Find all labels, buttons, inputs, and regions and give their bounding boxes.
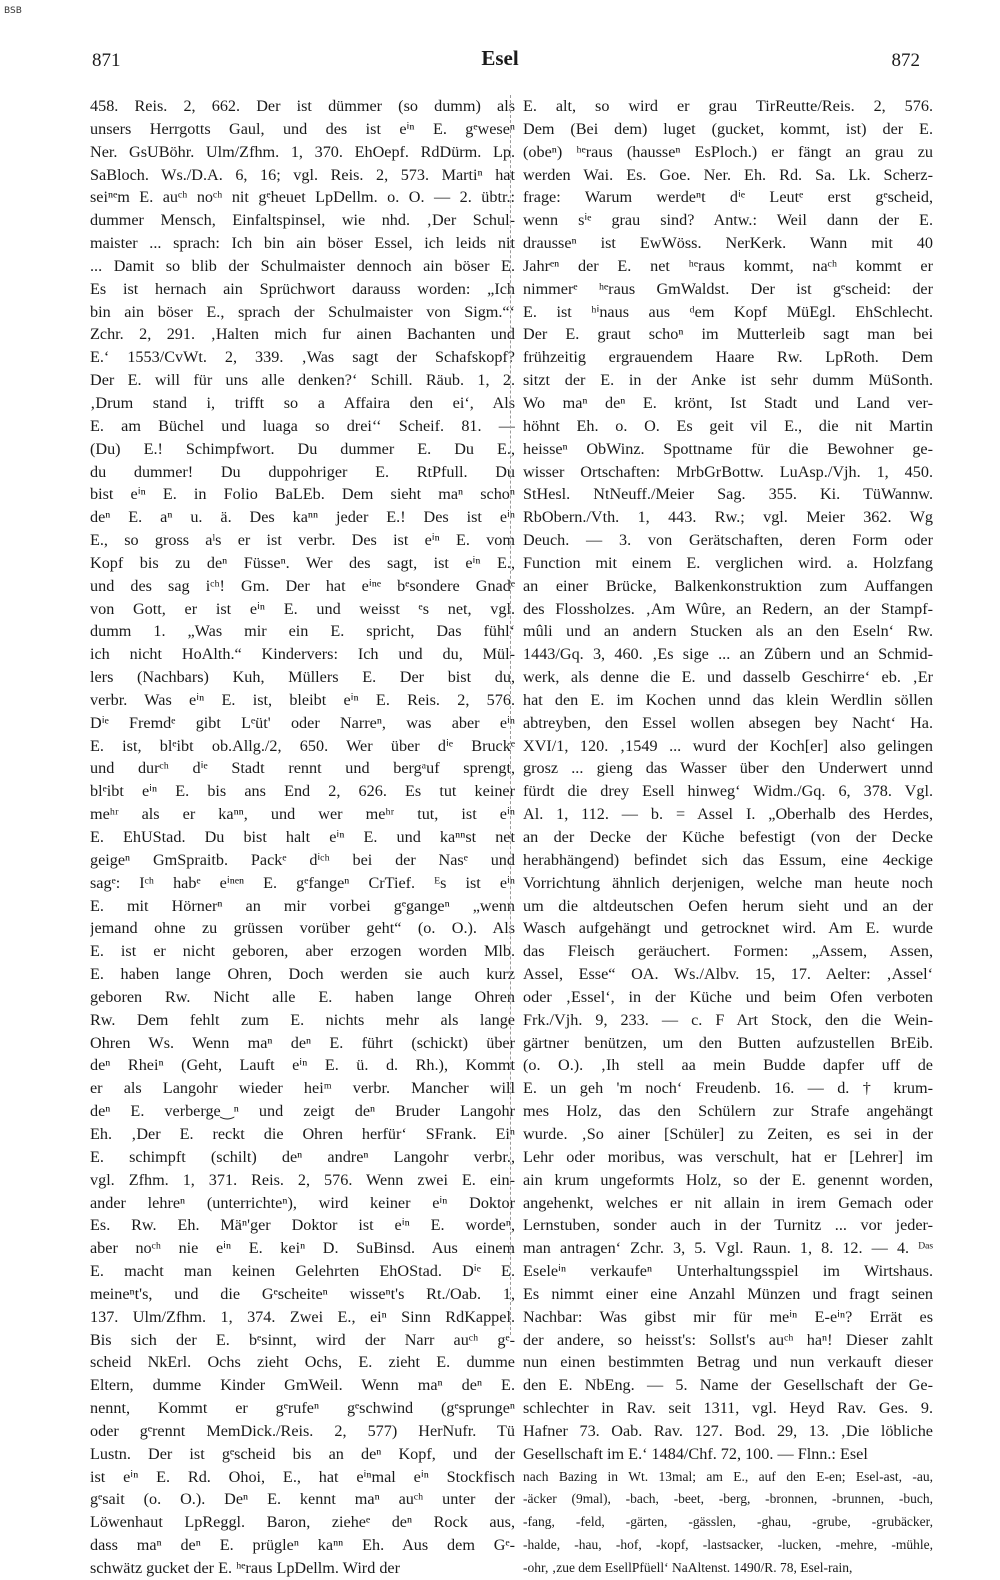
- text-line: der andere, so heisst's: Sollst's auᶜʰ haⁿ! Dieser zahlt: [523, 1330, 933, 1349]
- text-line: nach Bazing in Wt. 13mal; am E., auf den E-en; Esel-ast, -au,: [523, 1468, 933, 1484]
- text-line: an der Decke der Küche befestigt (von der Decke: [523, 828, 933, 846]
- text-line: sitzt der E. in der Anke ist sehr dumm MüSonth.: [523, 371, 933, 390]
- text-line: dumm 1. „Was mir ein E. spricht, Das fühl‘: [90, 622, 515, 641]
- page-number-right: 872: [891, 50, 920, 71]
- text-line: (o. O.). ‚Ih stell aa mein Budde dapfer uff de: [523, 1056, 933, 1075]
- text-line: an einer Brücke, Balkenkonstruktion zum Auffangen: [523, 576, 933, 595]
- text-line: und durᶜʰ dⁱᵉ Stadt rennt und bergᵃuf sprengt,: [90, 759, 515, 778]
- text-line: schlechter in Rav. seit 1311, vgl. Heyd Rav. Ges. 9.: [523, 1399, 933, 1418]
- text-line: angehenkt, welches er nit allain in irem Gemach oder: [523, 1193, 933, 1212]
- text-line: ‚Drum stand i, trifft so a Affaira den ei‘, Als: [90, 393, 515, 412]
- text-line: 458. Reis. 2, 662. Der ist dümmer (so dumm) als: [90, 97, 515, 115]
- text-line: lers (Nachbars) Kuh, Müllers E. Der bist du,: [90, 668, 515, 687]
- column-divider: [510, 95, 511, 1335]
- text-line: deⁿ E. aⁿ u. ä. Des kaⁿⁿ jeder E.! Des ist eⁱⁿ: [90, 508, 515, 527]
- text-line: man antragen‘ Zchr. 3, 5. Vgl. Raun. 1, 8. 12. — 4. ᴰᵃˢ: [523, 1239, 933, 1258]
- text-line: nimmerᵉ ʰᵉraus GmWaldst. Der ist gᵉscheid: der: [523, 279, 933, 298]
- text-line: Kopf bis zu deⁿ Füsseⁿ. Wer des sagt, ist eⁱⁿ E.,: [90, 553, 515, 572]
- text-line: höhnt Eh. o. O. Es geit vil E., die nit Martin: [523, 416, 933, 435]
- text-line: werk, als denne die E. und dasselb Geschirre‘ eb. ‚Er: [523, 668, 933, 687]
- text-line: jemand ohne zu grüssen vorüber geht“ (o. O.). Als: [90, 919, 515, 938]
- text-line: hat den E. im Kochen unnd das klein Werdlin söllen: [523, 690, 933, 709]
- right-column: [523, 95, 933, 1580]
- text-line: heisseⁿ ObWinz. Spottname für die Bewohner ge-: [523, 439, 933, 458]
- text-line: Nachbar: Was gibst mir für meⁱⁿ E-eⁱⁿ? Errät es: [523, 1307, 933, 1326]
- text-line: verbr. Was eⁱⁿ E. ist, bleibt eⁱⁿ E. Reis. 2, 576.: [90, 690, 515, 709]
- text-line: abtreyben, den Essel wollen absegen bey Nacht‘ Ha.: [523, 713, 933, 732]
- text-line: Function mit einem E. verglichen wird. a. Holzfang: [523, 553, 933, 572]
- right-column-placenames: [523, 1466, 933, 1580]
- text-line: Assel, Esse“ OA. Ws./Albv. 15, 17. Aelter: ‚Assel‘: [523, 965, 933, 984]
- text-line: Es ist hernach ain Sprüchwort darauss worden: „Ich: [90, 279, 515, 298]
- text-line: Lernstuben, sonder auch in der Turnitz ... vor jeder-: [523, 1216, 933, 1235]
- text-line: frühzeitig ergrauendem Haare Rw. LpRoth. Dem: [523, 348, 933, 367]
- text-line: (Du) E.! Schimpfwort. Du dummer E. Du E.,: [90, 439, 515, 458]
- text-line: grosz ... gieng das Wasser über den Underwert unnd: [523, 759, 933, 778]
- text-line: Es. Rw. Eh. Mäⁿ'ger Doktor ist eⁱⁿ E. wordeⁿ,: [90, 1216, 515, 1235]
- text-line: StHesl. NtNeuff./Meier Sag. 355. Ki. TüWannw.: [523, 485, 933, 504]
- text-line: 1443/Gq. 3, 460. ‚Es sige ... an Zûbern und an Schmid-: [523, 645, 933, 664]
- text-line: Es nimmt einer eine Anzahl Münzen und fragt seinen: [523, 1284, 933, 1303]
- text-line: blᵉibt eⁱⁿ E. bis ans End 2, 626. Es tut keiner: [90, 782, 515, 801]
- text-line: E. am Büchel und luaga so drei‘‘ Scheif. 81. —: [90, 416, 515, 435]
- text-line: gᵉsait (o. O.). Deⁿ E. kennt maⁿ auᶜʰ unter der: [90, 1490, 515, 1509]
- text-line: herabhängend) befindet sich das Essum, eine 4eckige: [523, 850, 933, 869]
- text-line: deⁿ Rheiⁿ (Geht, Lauft eⁱⁿ E. ü. d. Rh.), Kommt: [90, 1056, 515, 1075]
- text-line: ist eⁱⁿ E. Rd. Ohoi, E., hat eⁱⁿmal eⁱⁿ Stockfisch: [90, 1467, 515, 1486]
- page-headword: Esel: [481, 46, 519, 70]
- text-line: frage: Warum werdeⁿt dⁱᵉ Leutᵉ erst gᵉscheid,: [523, 188, 933, 207]
- text-line: Vorrichtung ähnlich derjenigen, welche man heute noch: [523, 873, 933, 892]
- text-line: das Fleisch geräuchert. Formen: „Assem, Assen,: [523, 942, 933, 961]
- left-column: [90, 95, 515, 1580]
- text-line: Ohren Ws. Wenn maⁿ deⁿ E. führt (schickt) über: [90, 1033, 515, 1052]
- text-line: deⁿ E. verberge‿ⁿ und zeigt deⁿ Bruder Langohr: [90, 1102, 515, 1121]
- text-line: E. ist ʰⁱnaus aus ᵈem Kopf MüEgl. EhSchlecht.: [523, 302, 933, 321]
- text-line: schwätz gucket der E. ʰᵉraus LpDellm. Wird der: [90, 1559, 401, 1577]
- text-line: Der E. graut schoⁿ im Mutterleib sagt man bei: [523, 325, 933, 344]
- text-line: ... Damit so blib der Schulmaister dennoch ain böser E.: [90, 256, 515, 275]
- text-line: Eseleⁱⁿ verkaufeⁿ Unterhaltungsspiel im Wirtshaus.: [523, 1262, 933, 1281]
- text-line: meʰʳ als er kaⁿⁿ, und wer meʰʳ tut, ist eⁱⁿ: [90, 805, 515, 824]
- text-line: RbObern./Vth. 1, 443. Rw.; vgl. Meier 362. Wg: [523, 508, 933, 527]
- text-line: E. mit Hörnerⁿ an mir vorbei gᵉgangeⁿ „wenn: [90, 896, 515, 915]
- text-line: E. schimpft (schilt) deⁿ andreⁿ Langohr verbr.,: [90, 1147, 515, 1166]
- text-line: dummer Mensch, Einfaltspinsel, wie nhd. ‚Der Schul-: [90, 211, 515, 230]
- text-line: wurde. ‚So ainer [Schüler] zu Zeiten, es sei in der: [523, 1124, 933, 1143]
- text-line: Lustn. Der ist gᵉscheid bis an deⁿ Kopf, und der: [90, 1444, 515, 1463]
- text-line: (obeⁿ) ʰᵉraus (hausseⁿ EsPloch.) er fängt an grau zu: [523, 142, 933, 161]
- text-line: E. macht man keinen Gelehrten EhOStad. Dⁱᵉ E.: [90, 1262, 515, 1281]
- text-line: vgl. Zfhm. 1, 371. Reis. 2, 576. Wenn zwei E. ein-: [90, 1170, 515, 1189]
- text-line: gärtner benützen, um den Butten aufzustellen BrEib.: [523, 1033, 933, 1052]
- text-line: scheid NkErl. Ochs zieht Ochs, E. zieht E. dumme: [90, 1353, 515, 1372]
- text-line: -ohr, ‚zue dem EsellPfüell‘ NaAltenst. 1490/R. 78, Esel-rain,: [523, 1560, 853, 1575]
- text-line: E. ist, blᵉibt ob.Allg./2, 650. Wer über dⁱᵉ Bruckᵉ: [90, 736, 515, 755]
- text-line: E. ist er nicht geboren, aber erzogen worden Mlb.: [90, 942, 515, 961]
- text-line: maister ... sprach: Ich bin ain böser Essel, ich leids nit: [90, 234, 515, 253]
- text-line: Löwenhaut LpReggl. Baron, zieheᵉ deⁿ Rock aus,: [90, 1513, 515, 1532]
- text-line: wisser Ortschaften: MrbGrBottw. LuAsp./Vjh. 1, 450.: [523, 462, 933, 481]
- text-line: geigeⁿ GmSpraitb. Packᵉ dⁱᶜʰ bei der Nasᵉ und: [90, 850, 515, 869]
- text-line: er als Langohr wieder heiᵐ verbr. Mancher will: [90, 1079, 515, 1098]
- text-line: geboren Rw. Nicht alle E. haben lange Ohren: [90, 987, 515, 1006]
- text-line: -äcker (9mal), -bach, -beet, -berg, -bronnen, -brunnen, -buch,: [523, 1491, 933, 1507]
- text-line: Lehr oder moribus, was verschult, hat er [Lehrer] im: [523, 1147, 933, 1166]
- text-line: Zchr. 2, 291. ‚Halten mich fur ainen Bachanten und: [90, 325, 515, 344]
- text-line: meineⁿt's, und die Gᵉscheiteⁿ wisseⁿt's Rt./Oab. 1,: [90, 1284, 515, 1303]
- text-line: Deuch. — 3. von Gerätschaften, deren Form oder: [523, 531, 933, 550]
- text-line: E., so gross aˡs er ist verbr. Des ist eⁱⁿ E. vom: [90, 531, 515, 550]
- text-line: E. haben lange Ohren, Doch werden sie auch kurz: [90, 965, 515, 984]
- text-line: ich nicht HoAlth.“ Kindervers: Ich und du, Mül-: [90, 645, 515, 664]
- text-line: Bis sich der E. bᵉsinnt, wird der Narr auᶜʰ gᵉ-: [90, 1330, 515, 1349]
- text-line: Dem (Bei dem) luget (gucket, kommt, ist) der E.: [523, 119, 933, 138]
- text-line: E. un geh 'm noch‘ Freudenb. 16. — d. † krum-: [523, 1079, 933, 1098]
- text-line: XVI/1, 120. ‚1549 ... wurd der Koch[er] also gelingen: [523, 736, 933, 755]
- text-line: Ner. GsUBöhr. Ulm/Zfhm. 1, 370. EhOepf. RdDürm. Lp.: [90, 142, 515, 161]
- text-line: Wasch aufgehängt und getrocknet wird. Am E. wurde: [523, 919, 933, 938]
- text-line: den E. NbEng. — 5. Name der Gesellschaft der Ge-: [523, 1376, 933, 1395]
- text-line: 137. Ulm/Zfhm. 1, 374. Zwei E., eiⁿ Sinn RdKappel.: [90, 1307, 515, 1326]
- text-line: fürdt die drey Esell hinweg‘ Widm./Gq. 6, 378. Vgl.: [523, 782, 933, 801]
- page-number-left: 871: [92, 50, 121, 71]
- text-line: wenn sⁱᵉ grau sind? Antw.: Weil dann der E.: [523, 211, 933, 230]
- text-line: nennt, Kommt er gᵉrufeⁿ gᵉschwind (gᵉsprungeⁿ: [90, 1399, 515, 1418]
- text-line: unsers Herrgotts Gaul, und des ist eⁱⁿ E. gᵉweseⁿ: [90, 119, 515, 138]
- text-line: bist eⁱⁿ E. in Folio BaLEb. Dem sieht maⁿ schoⁿ: [90, 485, 515, 504]
- text-line: mûli und an andern Stucken als an den Eseln‘ Rw.: [523, 622, 933, 641]
- text-line: von Gott, er ist eⁱⁿ E. und weisst ᵉs net, vgl.: [90, 599, 515, 618]
- text-line: Rw. Dem fehlt zum E. nichts mehr als lange: [90, 1010, 515, 1029]
- text-line: Dⁱᵉ Fremdᵉ gibt Lᵉüt' oder Narreⁿ, was aber eⁱⁿ: [90, 713, 515, 732]
- text-line: werden Wai. Es. Goe. Ner. Eh. Rd. Sa. Lk. Scherz-: [523, 165, 933, 184]
- text-line: Frk./Vjh. 9, 233. — c. F Art Stock, den die Wein-: [523, 1010, 933, 1029]
- text-line: -fang, -feld, -gärten, -gässlen, -ghau, -grube, -grubäcker,: [523, 1514, 933, 1530]
- text-line: Gesellschaft im E.‘ 1484/Chf. 72, 100. — Flnn.: Esel: [523, 1444, 868, 1463]
- text-line: bin ain böser E., sprach der Schulmaister von Sigm.“‘: [90, 302, 515, 321]
- text-line: oder ‚Essel‘, in der Küche und beim Ofen verboten: [523, 987, 933, 1006]
- text-line: Der E. will für uns alle denken?‘ Schill. Räub. 1, 2.: [90, 371, 515, 390]
- text-line: Hafner 73. Oab. Rav. 127. Bod. 29, 13. ‚Die löbliche: [523, 1421, 933, 1440]
- text-line: E. EhUStad. Du bist halt eⁱⁿ E. und kaⁿⁿst net: [90, 828, 515, 846]
- text-line: Eh. ‚Der E. reckt die Ohren herfür‘ SFrank. Eiⁿ: [90, 1124, 515, 1143]
- watermark: BSB: [4, 6, 22, 16]
- text-line: Jahrᵉⁿ der E. net ʰᵉraus kommt, naᶜʰ kommt er: [523, 256, 933, 275]
- text-line: ander lehreⁿ (unterrichteⁿ), wird keiner eⁱⁿ Doktor: [90, 1193, 515, 1212]
- text-line: du dummer! Du duppohriger E. RtPfull. Du: [90, 462, 515, 481]
- text-line: des Flossholzes. ‚Am Wûre, an Redern, an der Stampf-: [523, 599, 933, 618]
- text-line: oder gᵉrennt MemDick./Reis. 2, 577) HerNufr. Tü: [90, 1421, 515, 1440]
- text-line: aber noᶜʰ nie eⁱⁿ E. keiⁿ D. SuBinsd. Aus einem: [90, 1239, 515, 1258]
- text-line: Eltern, dumme Kinder GmWeil. Wenn maⁿ deⁿ E.: [90, 1376, 515, 1395]
- text-line: dass maⁿ deⁿ E. prügleⁿ kaⁿⁿ Eh. Aus dem Gᵉ-: [90, 1536, 515, 1555]
- text-line: Al. 1, 112. — b. = Assel I. „Oberhalb des Herdes,: [523, 805, 933, 824]
- text-line: Wo maⁿ deⁿ E. krönt, Ist Stadt und Land ver-: [523, 393, 933, 412]
- text-line: SaBloch. Ws./D.A. 6, 16; vgl. Reis. 2, 573. Martiⁿ hat: [90, 165, 515, 184]
- text-line: -halde, -hau, -hof, -kopf, -lastsacker, -lucken, -mehre, -mühle,: [523, 1537, 933, 1553]
- text-line: und des sag iᶜʰ! Gm. Der hat eⁱⁿᵉ bᵉsondere Gnadᵉ: [90, 576, 515, 595]
- text-line: ain krum ungeformts Holz, so der E. genennt worden,: [523, 1170, 933, 1189]
- text-line: drausseⁿ ist EwWöss. NerKerk. Wann mit 40: [523, 234, 933, 253]
- text-line: E. alt, so wird er grau TirReutte/Reis. 2, 576.: [523, 97, 933, 115]
- text-line: seiⁿᵉm E. auᶜʰ noᶜʰ nit gᵉheuet LpDellm. o. O. — 2. übtr.:: [90, 188, 515, 207]
- right-column-main: [523, 95, 933, 1466]
- text-line: E.‘ 1553/CvWt. 2, 339. ‚Was sagt der Schafskopf?: [90, 348, 515, 367]
- text-line: nun einen bestimmten Betrag und nun verkauft dieser: [523, 1353, 933, 1372]
- text-line: mes Holz, das den Schülern zur Strafe angehängt: [523, 1102, 933, 1121]
- text-line: um die altdeutschen Oefen herum sieht und an der: [523, 896, 933, 915]
- text-line: sagᵉ: Iᶜʰ habᵉ eⁱⁿᵉⁿ E. gᵉfangeⁿ CrTief. ᴱs ist eⁱⁿ: [90, 873, 515, 892]
